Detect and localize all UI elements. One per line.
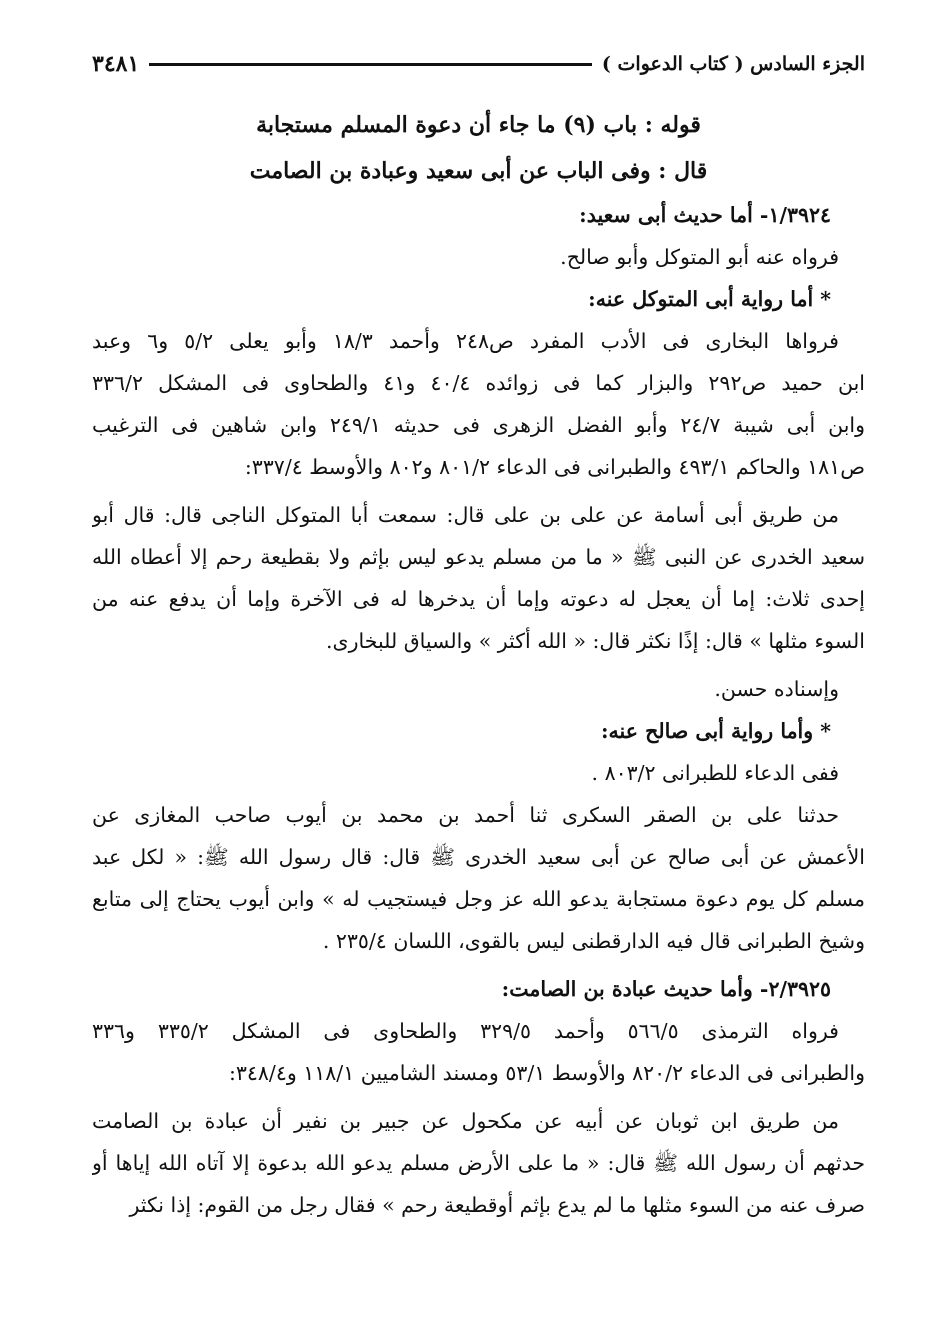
paragraph [92,1010,865,1094]
text-line: ٢/٣٩٢٥- وأما حديث عبادة بن الصامت: [501,977,831,1001]
running-title: الجزء السادس ( كتاب الدعوات ) [601,53,865,75]
text-line: * أما رواية أبى المتوكل عنه: [588,287,831,311]
text-line: فرواه الترمذى ٥٦٦/٥ وأحمد ٣٢٩/٥ والطحاوى فى المشكل ٣٣٥/٢ و٣٣٦ [92,1019,839,1043]
text-line: من طريق ابن ثوبان عن أبيه عن مكحول عن جبير بن نفير أن عبادة بن الصامت [92,1109,839,1133]
section-heading [92,278,865,320]
page-number: ٣٤٨١ [92,51,140,77]
hadith-heading [92,968,865,1010]
text-line: ففى الدعاء للطبرانى ٨٠٣/٢ . [591,761,839,785]
text-line: ١/٣٩٢٤- أما حديث أبى سعيد: [579,203,831,227]
text-line: صرف عنه من السوء مثلها ما لم يدع بإثم أوقطيعة رحم » فقال رجل من القوم: إذا نكثر [129,1193,865,1217]
page-body [92,194,865,1232]
text-line: إحدى ثلاث: إما أن يعجل له دعوته وإما أن يدخرها له فى الآخرة وإما أن يدفع عنه من [92,587,865,611]
text-line: من طريق أبى أسامة عن على بن على قال: سمعت أبا المتوكل الناجى قال: قال أبو [92,503,839,527]
text-line: وإسناده حسن. [714,677,839,701]
paragraph [92,320,865,488]
paragraph [92,494,865,662]
text-line [92,236,865,278]
text-line: مسلم كل يوم دعوة مستجابة يدعو الله عز وجل فيستجيب له » وابن أيوب يحتاج إلى متابع [92,887,865,911]
paragraph [92,794,865,962]
text-line: حدثهم أن رسول الله ﷺ قال: « ما على الأرض مسلم يدعو الله بدعوة إلا آتاه الله إياها أو [92,1151,865,1175]
header-rule [149,63,592,66]
text-line: ابن حميد ص٢٩٢ والبزار كما فى زوائده ٤٠/٤ و٤١ والطحاوى فى المشكل ٣٣٦/٢ [92,371,865,395]
section-heading [92,710,865,752]
text-line: فرواه عنه أبو المتوكل وأبو صالح. [560,245,839,269]
text-line: السوء مثلها » قال: إذًا نكثر قال: « الله أكثر » والسياق للبخارى. [326,629,865,653]
text-line: * وأما رواية أبى صالح عنه: [600,719,831,743]
text-line: فرواها البخارى فى الأدب المفرد ص٢٤٨ وأحمد ١٨/٣ وأبو يعلى ٥/٢ و٦ وعبد [92,329,839,353]
text-line: سعيد الخدرى عن النبى ﷺ « ما من مسلم يدعو ليس بإثم ولا بقطيعة رحم إلا أعطاه الله [92,545,865,569]
text-line: حدثنا على بن الصقر السكرى ثنا أحمد بن محمد بن أيوب صاحب المغازى عن [92,803,839,827]
chapter-title: قوله : باب (٩) ما جاء أن دعوة المسلم مستجابة [256,112,701,138]
text-line [92,752,865,794]
text-line [92,668,865,710]
text-line: ص١٨١ والحاكم ٤٩٣/١ والطبرانى فى الدعاء ٨٠١/٢ و٨٠٢ والأوسط ٣٣٧/٤: [244,455,865,479]
text-line: وابن أبى شيبة ٢٤/٧ وأبو الفضل الزهرى فى حديثه ٢٤٩/١ وابن شاهين فى الترغيب [92,413,865,437]
text-line: الأعمش عن أبى صالح عن أبى سعيد الخدرى ﷺ قال: قال رسول الله ﷺ: « لكل عبد [92,845,865,869]
paragraph [92,1100,865,1226]
hadith-heading [92,194,865,236]
running-header [92,44,865,84]
text-line: وشيخ الطبرانى قال فيه الدارقطنى ليس بالقوى، اللسان ٢٣٥/٤ . [322,929,865,953]
chapter-subtitle: قال : وفى الباب عن أبى سعيد وعبادة بن الصامت [249,158,708,184]
text-line: والطبرانى فى الدعاء ٨٢٠/٢ والأوسط ٥٣/١ ومسند الشاميين ١١٨/١ و٣٤٨/٤: [228,1061,865,1085]
paragraph-gap [92,1226,865,1232]
